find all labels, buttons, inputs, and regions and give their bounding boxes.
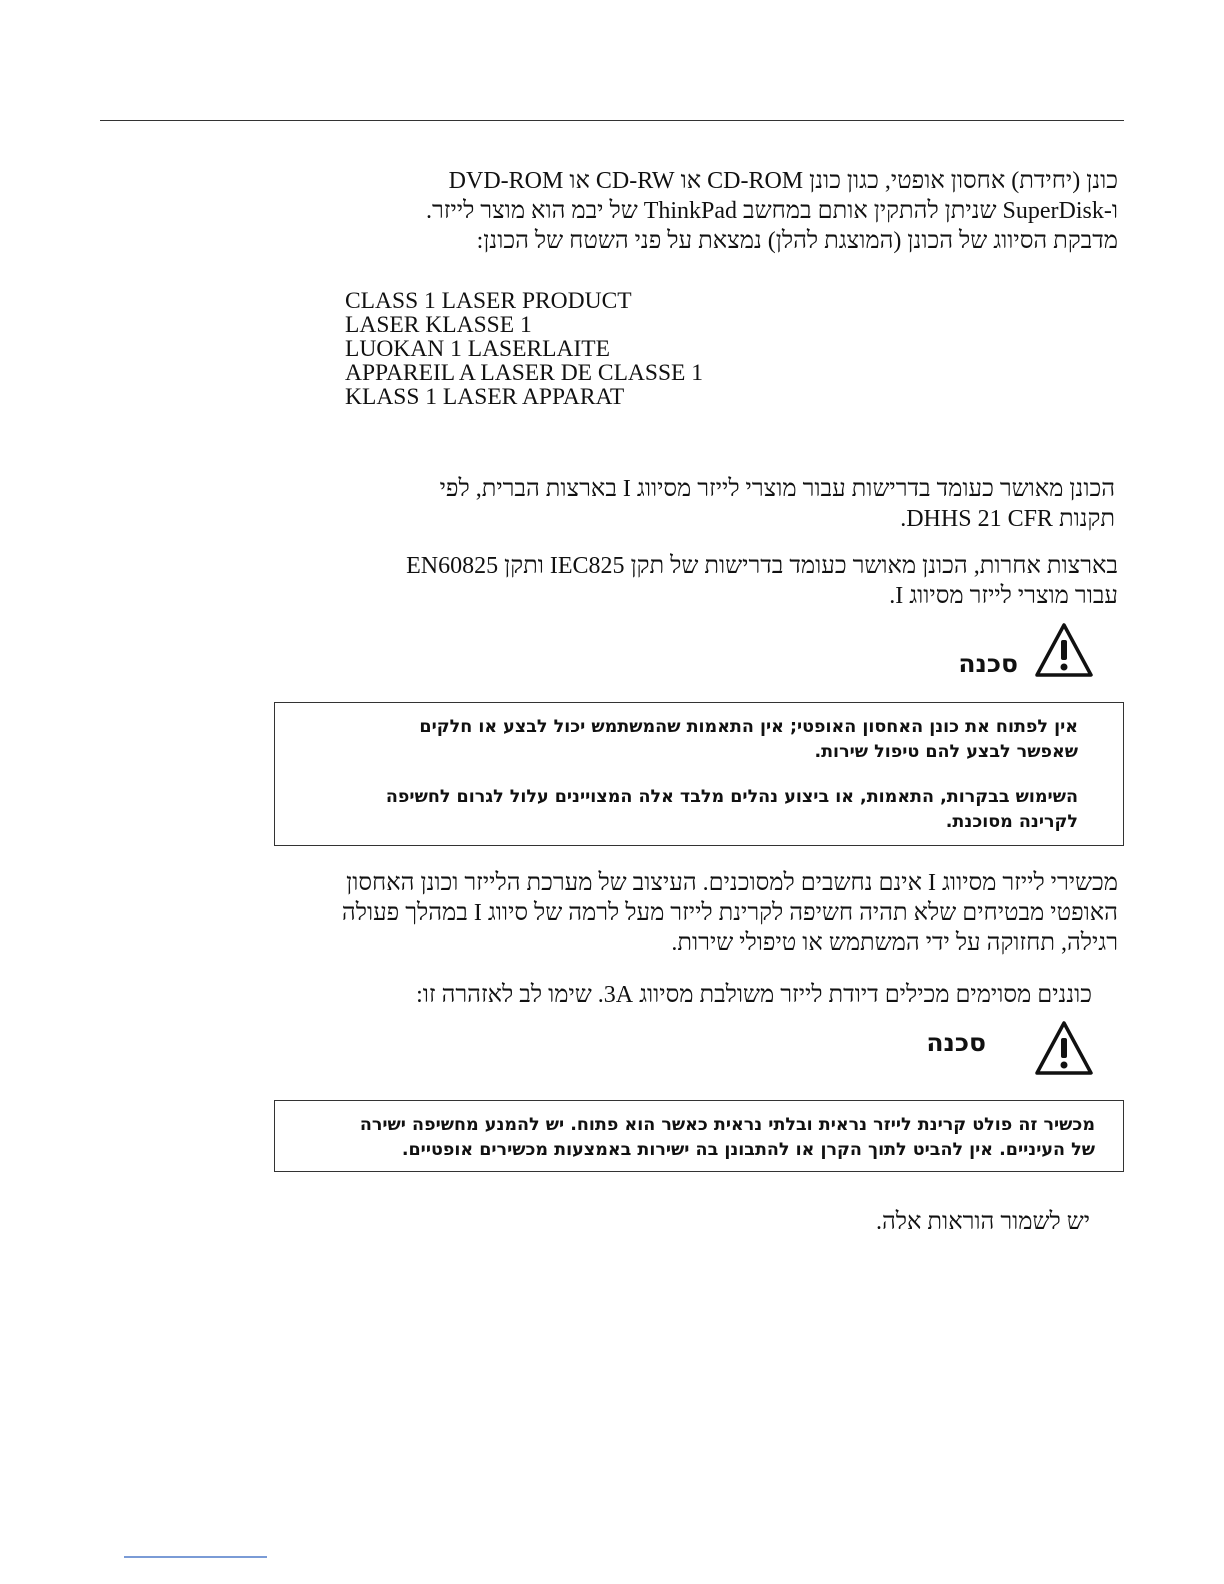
warning-triangle-icon (1034, 1020, 1094, 1076)
class3a-note (300, 980, 1092, 1010)
intro-line: מדבקת הסיווג של הכונן (המוצגת להלן) נמצאת על פני השטח של הכונן: (476, 228, 1118, 254)
danger-label: סכנה (926, 1027, 986, 1057)
danger-line: אין לפתוח את כונן האחסון האופטי; אין התאמות שהמשתמש יכול לבצע או חלקים (419, 717, 1078, 737)
danger-heading-2 (926, 1020, 1094, 1076)
danger-box-2-text (291, 1113, 1095, 1163)
danger-box-1 (274, 702, 1124, 846)
us-cert-line: הכונן מאושר כעומד בדרישות עבור מוצרי לייזר מסיווג I בארצות הברית, לפי (439, 476, 1115, 502)
danger-box-1-paragraph-2 (305, 785, 1078, 835)
class1-line: האופטי מבטיחים שלא תהיה חשיפה לקרינת לייזר מעל לרמה של סיווג I במהלך פעולה (341, 900, 1118, 926)
danger-box-2 (274, 1100, 1124, 1172)
intro-line: ו-SuperDisk שניתן להתקין אותם במחשב ThinkPad של יבמ הוא מוצר לייזר. (426, 198, 1118, 224)
danger-line: השימוש בבקרות, התאמות, או ביצוע נהלים מלבד אלה המצויינים עלול לגרום לחשיפה (385, 787, 1078, 807)
danger-label: סכנה (958, 648, 1018, 678)
footer-rule (124, 1556, 267, 1558)
intro-line: כונן (יחידת) אחסון אופטי, כגון כונן CD-ROM או CD-RW או DVD-ROM (448, 168, 1118, 194)
danger-line: שאפשר לבצע להם טיפול שירות. (814, 742, 1078, 762)
danger-heading-1 (958, 622, 1094, 678)
closing-line: יש לשמור הוראות אלה. (875, 1209, 1090, 1235)
label-line: CLASS 1 LASER PRODUCT (345, 288, 632, 314)
other-cert-line: בארצות אחרות, הכונן מאושר כעומד בדרישות של תקן IEC825 ותקן EN60825 (406, 553, 1118, 579)
label-line: LUOKAN 1 LASERLAITE (345, 336, 610, 362)
intro-paragraph (300, 166, 1118, 256)
closing-note (300, 1207, 1090, 1237)
class1-info (270, 868, 1118, 958)
class3a-line: כוננים מסוימים מכילים דיודת לייזר משולבת מסיווג 3A. שימו לב לאזהרה זו: (416, 982, 1092, 1008)
class1-line: מכשירי לייזר מסיווג I אינם נחשבים למסוכנים. העיצוב של מערכת הלייזר וכונן האחסון (346, 870, 1118, 896)
other-cert-line: עבור מוצרי לייזר מסיווג I. (889, 583, 1118, 609)
top-rule (100, 120, 1124, 121)
other-certification (300, 551, 1118, 611)
warning-triangle-icon (1034, 622, 1094, 678)
label-line: KLASS 1 LASER APPARAT (345, 384, 625, 410)
label-line: LASER KLASSE 1 (345, 312, 532, 338)
danger-line: מכשיר זה פולט קרינת לייזר נראית ובלתי נראית כאשר הוא פתוח. יש להמנע מחשיפה ישירה (359, 1115, 1095, 1135)
danger-line: של העיניים. אין להביט לתוך הקרן או להתבונן בה ישירות באמצעות מכשירים אופטיים. (401, 1140, 1095, 1160)
danger-box-1-paragraph-1 (305, 715, 1078, 765)
us-cert-line: תקנות DHHS 21 CFR. (900, 506, 1115, 532)
danger-line: לקרינה מסוכנת. (945, 812, 1078, 832)
class1-line: רגילה, תחזוקה על ידי המשתמש או טיפולי שירות. (671, 930, 1118, 956)
laser-class-label (345, 289, 703, 409)
label-line: APPAREIL A LASER DE CLASSE 1 (345, 360, 704, 386)
us-certification (300, 474, 1115, 534)
